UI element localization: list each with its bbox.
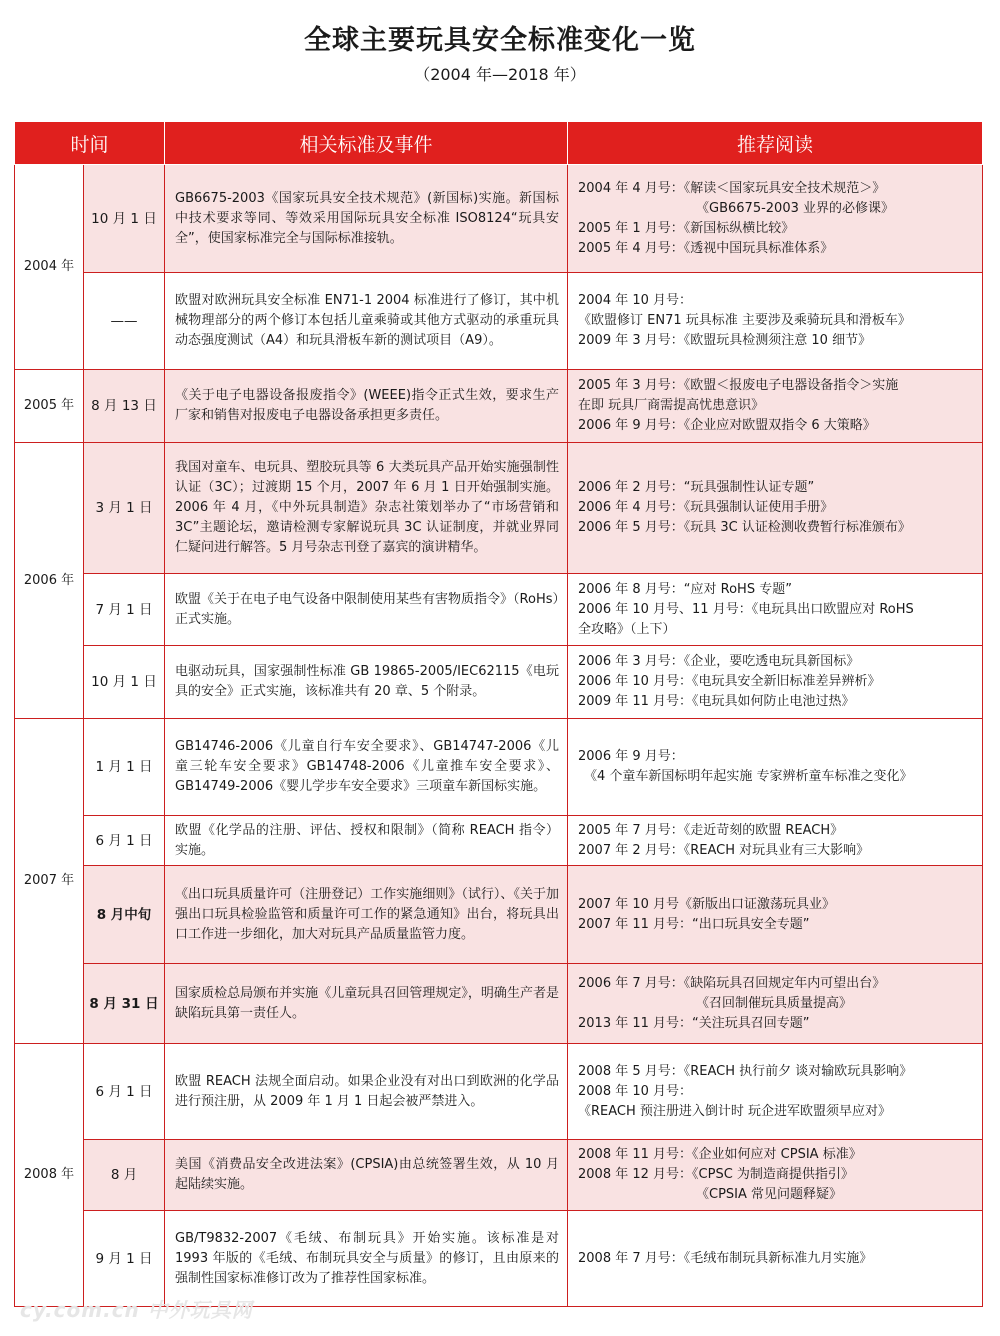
standards-table — [14, 121, 983, 1307]
event-cell: 欧盟 REACH 法规全面启动。如果企业没有对出口到欧洲的化学品进行预注册，从 2009 年 1 月 1 日起会被严禁进入。 — [165, 1044, 568, 1140]
reading-line: 《GB6675-2003 业界的必修课》 — [696, 200, 894, 216]
table-row — [15, 165, 983, 273]
header-reading: 推荐阅读 — [568, 122, 983, 165]
reading-cell — [568, 165, 983, 273]
table-row — [15, 1211, 983, 1307]
date-cell: 7 月 1 日 — [84, 574, 165, 646]
reading-line: 2009 年 3 月号：《欧盟玩具检测须注意 10 细节》 — [578, 333, 872, 348]
reading-line: 在即 玩具厂商需提高忧患意识》 — [578, 398, 765, 413]
date-cell: 8 月 — [84, 1140, 165, 1211]
event-cell: 国家质检总局颁布并实施《儿童玩具召回管理规定》，明确生产者是缺陷玩具第一责任人。 — [165, 964, 568, 1044]
reading-cell — [568, 574, 983, 646]
table-row — [15, 646, 983, 719]
reading-cell — [568, 1211, 983, 1307]
date-cell: 8 月 13 日 — [84, 370, 165, 443]
event-cell: 欧盟对欧洲玩具安全标准 EN71-1 2004 标准进行了修订，其中机械物理部分的两个修订本包括儿童乘骑或其他方式驱动的承重玩具动态强度测试（A4）和玩具滑板车新的测试项目（A9）。 — [165, 273, 568, 370]
reading-line: 2008 年 5 月号：《REACH 执行前夕 谈对输欧玩具影响》 — [578, 1063, 913, 1079]
reading-line: 2004 年 4 月号：《解读＜国家玩具安全技术规范＞》 — [578, 180, 886, 196]
date-cell: 8 月中旬 — [84, 866, 165, 964]
date-cell: 9 月 1 日 — [84, 1211, 165, 1307]
table-row — [15, 816, 983, 866]
date-cell: 6 月 1 日 — [84, 1044, 165, 1140]
reading-line: 2007 年 11 月号：“出口玩具安全专题” — [578, 916, 810, 932]
date-cell: 10 月 1 日 — [84, 165, 165, 273]
date-cell: 1 月 1 日 — [84, 719, 165, 816]
reading-line: 全攻略》（上下） — [578, 621, 676, 637]
event-cell: 欧盟《关于在电子电气设备中限制使用某些有害物质指令》（RoHs）正式实施。 — [165, 574, 568, 646]
table-row — [15, 1044, 983, 1140]
date-cell: —— — [84, 273, 165, 370]
reading-cell — [568, 1044, 983, 1140]
event-cell: 《关于电子电器设备报废指令》(WEEE)指令正式生效，要求生产厂家和销售对报废电子电器设备承担更多责任。 — [165, 370, 568, 443]
event-cell: 美国《消费品安全改进法案》(CPSIA)由总统签署生效，从 10 月起陆续实施。 — [165, 1140, 568, 1211]
reading-line: 2006 年 2 月号：“玩具强制性认证专题” — [578, 480, 815, 495]
event-cell: GB6675-2003《国家玩具安全技术规范》(新国标)实施。新国标中技术要求等同、等效采用国际玩具安全标准 ISO8124“玩具安全”，使国家标准完全与国际标准接轨。 — [165, 165, 568, 273]
table-row — [15, 866, 983, 964]
event-cell: 我国对童车、电玩具、塑胶玩具等 6 大类玩具产品开始实施强制性认证（3C）；过渡期 15 个月，2007 年 6 月 1 日开始强制实施。2006 年 4 月，《中外玩具制造》杂志社策划举办了“市场营销和 3C”主题论坛，邀请检测专家解说玩具 3C 认证制度，并就业界同仁疑问进行解答。5 月号杂志刊登了嘉宾的演讲精华。 — [165, 443, 568, 574]
reading-line: 2005 年 3 月号：《欧盟＜报废电子电器设备指令＞实施 — [578, 378, 899, 393]
table-row — [15, 1140, 983, 1211]
reading-line: 2006 年 9 月号： — [578, 749, 684, 764]
reading-line: 2005 年 7 月号：《走近苛刻的欧盟 REACH》 — [578, 822, 844, 838]
reading-line: 2005 年 1 月号：《新国标纵横比较》 — [578, 220, 795, 236]
page-title: 全球主要玩具安全标准变化一览 — [304, 25, 696, 56]
year-cell: 2007 年 — [15, 719, 84, 1044]
reading-line: 2013 年 11 月号：“关注玩具召回专题” — [578, 1015, 810, 1031]
reading-line: 2005 年 4 月号：《透视中国玩具标准体系》 — [578, 240, 834, 256]
year-cell: 2008 年 — [15, 1044, 84, 1307]
table-row — [15, 370, 983, 443]
reading-line: 《CPSIA 常见问题释疑》 — [696, 1187, 843, 1202]
date-cell: 10 月 1 日 — [84, 646, 165, 719]
reading-line: 2006 年 8 月号：“应对 RoHS 专题” — [578, 581, 792, 597]
reading-line: 《REACH 预注册进入倒计时 玩企进军欧盟须早应对》 — [578, 1103, 892, 1119]
reading-cell — [568, 719, 983, 816]
table-row — [15, 273, 983, 370]
watermark-logo: cy.com.cn 中外玩具网 — [20, 1298, 253, 1322]
reading-line: 《欧盟修订 EN71 玩具标准 主要涉及乘骑玩具和滑板车》 — [578, 313, 911, 328]
year-cell: 2006 年 — [15, 443, 84, 719]
date-cell: 8 月 31 日 — [84, 964, 165, 1044]
table-row — [15, 574, 983, 646]
reading-cell — [568, 816, 983, 866]
reading-line: 2007 年 2 月号：《REACH 对玩具业有三大影响》 — [578, 842, 870, 858]
reading-cell — [568, 964, 983, 1044]
table-row — [15, 964, 983, 1044]
year-cell: 2005 年 — [15, 370, 84, 443]
reading-line: 2008 年 11 月号：《企业如何应对 CPSIA 标准》 — [578, 1147, 862, 1162]
event-cell: 欧盟《化学品的注册、评估、授权和限制》（简称 REACH 指令）实施。 — [165, 816, 568, 866]
reading-line: 2008 年 7 月号：《毛绒布制玩具新标准九月实施》 — [578, 1250, 873, 1266]
reading-cell — [568, 370, 983, 443]
event-cell: 《出口玩具质量许可（注册登记）工作实施细则》（试行）、《关于加强出口玩具检验监管和质量许可工作的紧急通知》出台，将玩具出口工作进一步细化，加大对玩具产品质量监管力度。 — [165, 866, 568, 964]
reading-line: 2008 年 12 月号：《CPSC 为制造商提供指引》 — [578, 1167, 854, 1182]
reading-line: 2004 年 10 月号： — [578, 293, 693, 308]
date-cell: 3 月 1 日 — [84, 443, 165, 574]
header-time: 时间 — [15, 122, 165, 165]
page-subtitle: （2004 年—2018 年） — [414, 65, 586, 84]
date-cell: 6 月 1 日 — [84, 816, 165, 866]
reading-cell — [568, 646, 983, 719]
reading-line: 2008 年 10 月号： — [578, 1083, 693, 1099]
reading-line: 2007 年 10 月号《新版出口证激荡玩具业》 — [578, 896, 836, 912]
reading-line: 2006 年 10 月号：《电玩具安全新旧标准差异辨析》 — [578, 674, 881, 689]
reading-cell — [568, 443, 983, 574]
reading-line: 2006 年 5 月号：《玩具 3C 认证检测收费暂行标准颁布》 — [578, 520, 911, 535]
reading-cell — [568, 866, 983, 964]
header-events: 相关标准及事件 — [165, 122, 568, 165]
reading-cell — [568, 1140, 983, 1211]
event-cell: GB14746-2006《儿童自行车安全要求》、GB14747-2006《儿童三轮车安全要求》GB14748-2006《儿童推车安全要求》、GB14749-2006《婴儿学步车安全要求》三项童车新国标实施。 — [165, 719, 568, 816]
table-row — [15, 719, 983, 816]
table-row — [15, 443, 983, 574]
reading-line: 2006 年 4 月号：《玩具强制认证使用手册》 — [578, 500, 834, 515]
reading-line: 2006 年 9 月号：《企业应对欧盟双指令 6 大策略》 — [578, 418, 876, 433]
event-cell: GB/T9832-2007《毛绒、布制玩具》开始实施。该标准是对 1993 年版的《毛绒、布制玩具安全与质量》的修订，且由原来的强制性国家标准修订改为了推荐性国家标准。 — [165, 1211, 568, 1307]
reading-line: 《召回制催玩具质量提高》 — [696, 995, 853, 1011]
header-row — [15, 122, 983, 165]
reading-line: 2006 年 10 月号、11 月号：《电玩具出口欧盟应对 RoHS — [578, 601, 914, 617]
reading-line: 2009 年 11 月号：《电玩具如何防止电池过热》 — [578, 694, 855, 709]
event-cell: 电驱动玩具，国家强制性标准 GB 19865-2005/IEC62115《电玩具的安全》正式实施，该标准共有 20 章、5 个附录。 — [165, 646, 568, 719]
reading-line: 2006 年 3 月号：《企业，要吃透电玩具新国标》 — [578, 654, 860, 669]
reading-cell — [568, 273, 983, 370]
reading-line: 2006 年 7 月号：《缺陷玩具召回规定年内可望出台》 — [578, 975, 886, 991]
reading-line: 《4 个童车新国标明年起实施 专家辨析童车标准之变化》 — [584, 769, 913, 784]
year-cell: 2004 年 — [15, 165, 84, 370]
